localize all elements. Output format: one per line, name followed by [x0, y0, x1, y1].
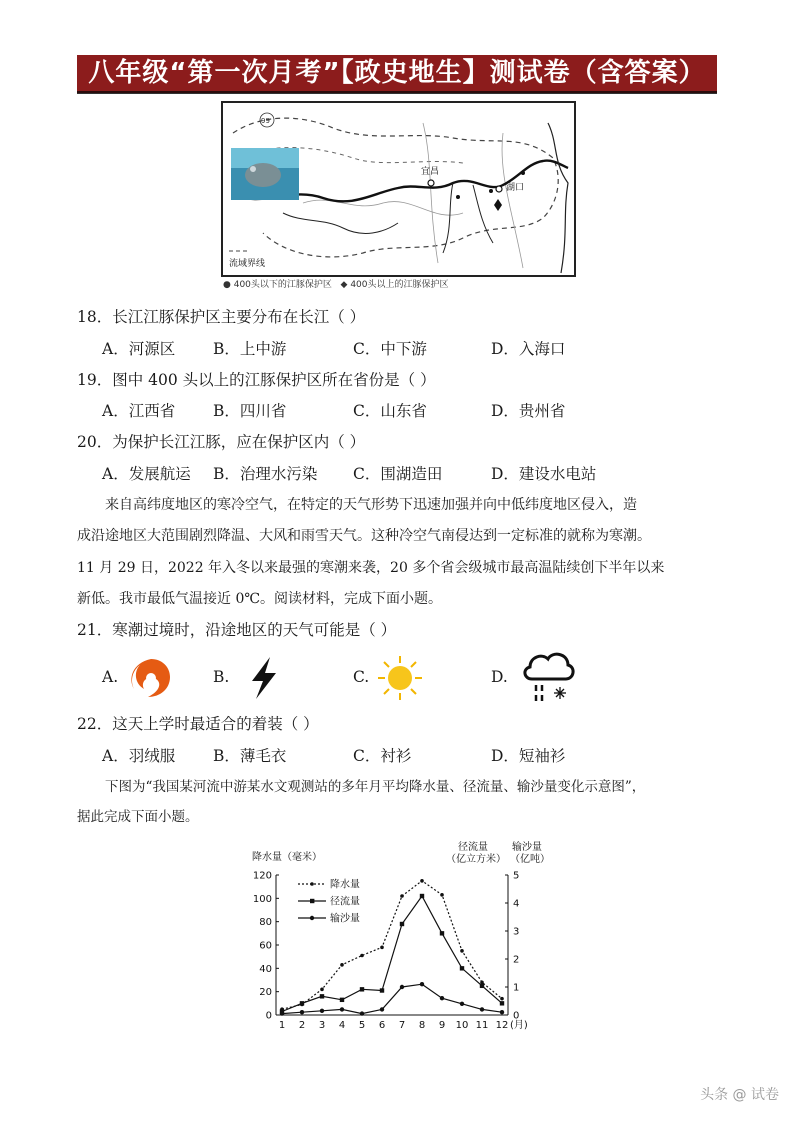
- coastline: [548, 123, 568, 273]
- sediment-point: [400, 985, 404, 989]
- runoff-point: [300, 1001, 304, 1005]
- sediment-point: [360, 1011, 364, 1015]
- hydrology-chart: [240, 840, 550, 1035]
- passage-2-line-2: 据此完成下面小题。: [77, 809, 199, 825]
- precip-point: [500, 997, 504, 1001]
- map-legend: [223, 277, 573, 291]
- legend-marker: [310, 916, 314, 920]
- x-tick-label: 7: [398, 1020, 406, 1031]
- runoff-point: [360, 987, 364, 991]
- left-axis-label: 降水量（毫米）: [252, 852, 322, 863]
- legend-large-label: 400头以上的江豚保护区: [350, 280, 449, 290]
- title-rule: [77, 93, 717, 94]
- lightning-icon[interactable]: [240, 653, 290, 703]
- passage-1-line-2: 成沿途地区大范围剧烈降温、大风和雨雪天气。这种冷空气南侵达到一定标准的就称为寒潮。: [77, 528, 651, 544]
- q21-option-b[interactable]: B.: [213, 668, 230, 686]
- precip-point: [420, 879, 424, 883]
- series-line-0: [282, 881, 502, 1009]
- x-tick-label: 4: [338, 1020, 346, 1031]
- precip-point: [460, 949, 464, 953]
- x-tick-label: 3: [318, 1020, 326, 1031]
- right-tick-label: 4: [513, 898, 520, 910]
- hukou-label: 湖口: [506, 183, 525, 193]
- question-18-stem: 18．长江江豚保护区主要分布在长江（ ）: [77, 308, 366, 326]
- question-20-stem: 20．为保护长江江豚，应在保护区内（ ）: [77, 433, 366, 451]
- hukou-marker: [496, 186, 502, 192]
- sediment-point: [320, 1009, 324, 1013]
- q21-option-d[interactable]: D.: [491, 668, 508, 686]
- province-line: [303, 200, 463, 215]
- yangtze-map: [221, 101, 576, 277]
- sediment-point: [300, 1010, 304, 1014]
- sediment-point: [380, 1007, 384, 1011]
- small-reserve-dot: [489, 189, 493, 193]
- question-22-stem: 22．这天上学时最适合的着装（ ）: [77, 715, 319, 733]
- x-tick-label: 10: [455, 1020, 469, 1031]
- x-tick-label: 2: [298, 1020, 306, 1031]
- runoff-point: [400, 922, 404, 926]
- left-tick-label: 120: [252, 870, 272, 882]
- legend-marker: [310, 882, 314, 886]
- right-tick-label: 0: [513, 1010, 520, 1022]
- province-line: [423, 123, 438, 263]
- passage-1-line-3: 11 月 29 日，2022 年入冬以来最强的寒潮来袭，20 多个省会级城市最高温陆续创下半年以来: [77, 560, 665, 576]
- q18-option-b[interactable]: B．上中游: [213, 340, 287, 358]
- sediment-axis-unit: （亿吨）: [510, 854, 550, 865]
- q18-option-d[interactable]: D．入海口: [491, 340, 566, 358]
- q19-option-b[interactable]: B．四川省: [213, 402, 287, 420]
- precip-point: [400, 894, 404, 898]
- province-line: [502, 133, 523, 268]
- q22-option-d[interactable]: D．短袖衫: [491, 747, 566, 765]
- q21-option-c[interactable]: C.: [353, 668, 370, 686]
- sediment-point: [500, 1010, 504, 1014]
- sediment-point: [460, 1002, 464, 1006]
- map-svg: [223, 103, 574, 275]
- q18-option-a[interactable]: A．河源区: [102, 340, 176, 358]
- runoff-axis-unit: （亿立方米）: [446, 854, 506, 865]
- question-19-stem: 19．图中 400 头以上的江豚保护区所在省份是（ ）: [77, 371, 436, 389]
- watermark: 头条 @ 试卷: [700, 1087, 779, 1103]
- chart-svg: [240, 840, 550, 1035]
- q20-option-b[interactable]: B．治理水污染: [213, 465, 318, 483]
- legend-small-dot: ●: [223, 280, 231, 290]
- legend-diamond: ◆: [340, 280, 348, 290]
- sediment-point: [340, 1007, 344, 1011]
- typhoon-icon[interactable]: [126, 653, 176, 703]
- q22-option-c[interactable]: C．衬衫: [353, 747, 412, 765]
- tributary: [473, 185, 493, 243]
- sediment-point: [280, 1011, 284, 1015]
- runoff-point: [320, 994, 324, 998]
- small-reserve-dot: [456, 195, 460, 199]
- right-tick-label: 2: [513, 954, 520, 966]
- left-tick-label: 0: [265, 1010, 272, 1022]
- runoff-point: [480, 984, 484, 988]
- dolphin-eye: [250, 166, 256, 172]
- runoff-axis-label: 径流量: [458, 842, 488, 853]
- x-tick-label: 1: [278, 1020, 286, 1031]
- right-tick-label: 3: [513, 926, 520, 938]
- sediment-axis-label: 输沙量: [512, 842, 542, 853]
- runoff-point: [420, 894, 424, 898]
- x-tick-label: 5: [358, 1020, 366, 1031]
- x-tick-label: 6: [378, 1020, 386, 1031]
- runoff-point: [380, 988, 384, 992]
- legend-label: 径流量: [330, 896, 360, 908]
- q22-option-a[interactable]: A．羽绒服: [102, 747, 176, 765]
- x-tick-label: 8: [418, 1020, 426, 1031]
- yichang-label: 宜昌: [421, 167, 440, 177]
- q18-option-c[interactable]: C．中下游: [353, 340, 427, 358]
- legend-label: 输沙量: [330, 913, 360, 925]
- precip-point: [440, 893, 444, 897]
- sediment-point: [440, 996, 444, 1000]
- large-reserve-diamond: [494, 199, 502, 211]
- runoff-point: [340, 998, 344, 1002]
- left-tick-label: 40: [259, 963, 272, 975]
- left-tick-label: 80: [259, 917, 272, 929]
- question-21-stem: 21．寒潮过境时，沿途地区的天气可能是（ ）: [77, 621, 397, 639]
- q20-option-d[interactable]: D．建设水电站: [491, 465, 597, 483]
- small-reserve-dot: [521, 171, 525, 175]
- sediment-point: [480, 1007, 484, 1011]
- legend-marker: [310, 899, 314, 903]
- precip-point: [360, 954, 364, 958]
- left-tick-label: 60: [259, 940, 272, 952]
- left-tick-label: 20: [259, 987, 272, 999]
- boundary-legend-label: 流域界线: [229, 259, 266, 269]
- sun-icon[interactable]: [375, 653, 425, 703]
- passage-2-line-1: 下图为“我国某河流中游某水文观测站的多年月平均降水量、径流量、输沙量变化示意图”，: [105, 779, 646, 795]
- precip-point: [380, 946, 384, 950]
- precip-point: [320, 988, 324, 992]
- q19-option-c[interactable]: C．山东省: [353, 402, 427, 420]
- precip-point: [340, 963, 344, 967]
- left-tick-label: 100: [252, 893, 272, 905]
- runoff-point: [460, 966, 464, 970]
- q19-option-a[interactable]: A．江西省: [102, 402, 176, 420]
- page-title: 八年级“第一次月考”【政史地生】测试卷（含答案）: [77, 55, 717, 93]
- legend-small-label: 400头以下的江豚保护区: [233, 280, 332, 290]
- runoff-point: [500, 1001, 504, 1005]
- dolphin-shape: [245, 163, 281, 187]
- runoff-point: [440, 931, 444, 935]
- q19-option-d[interactable]: D．贵州省: [491, 402, 566, 420]
- right-tick-label: 5: [513, 870, 520, 882]
- passage-1-line-1: 来自高纬度地区的寒冷空气，在特定的天气形势下迅速加强并向中低纬度地区侵入，造: [105, 497, 637, 513]
- x-tick-label: 12: [495, 1020, 509, 1031]
- q20-option-a[interactable]: A．发展航运: [102, 465, 191, 483]
- sediment-point: [420, 982, 424, 986]
- x-tick-label: 9: [438, 1020, 446, 1031]
- right-tick-label: 1: [513, 982, 520, 994]
- yichang-marker: [428, 180, 434, 186]
- rain-snow-icon[interactable]: [520, 647, 576, 705]
- legend-label: 降水量: [330, 879, 360, 891]
- precip-point: [480, 981, 484, 985]
- q22-option-b[interactable]: B．薄毛衣: [213, 747, 287, 765]
- q20-option-c[interactable]: C．围湖造田: [353, 465, 443, 483]
- route-label: 99: [261, 117, 270, 125]
- tributary: [283, 213, 398, 233]
- q21-option-a[interactable]: A.: [102, 668, 119, 686]
- x-tick-label: 11: [475, 1020, 489, 1031]
- passage-1-line-4: 新低。我市最低气温接近 0℃。阅读材料，完成下面小题。: [77, 591, 443, 607]
- x-unit-label: (月): [510, 1020, 528, 1031]
